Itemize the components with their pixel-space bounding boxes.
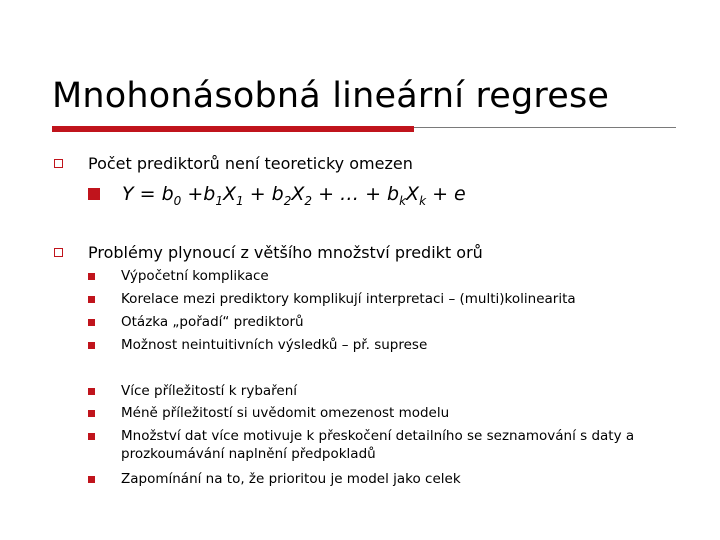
hollow-square-bullet-icon — [54, 248, 63, 257]
bullet-text-prediktory: Počet prediktorů není teoreticky omezen — [88, 154, 413, 173]
filled-square-bullet-icon — [88, 388, 95, 395]
list-item: Množství dat více motivuje k přeskočení detailního se seznamování s daty a — [121, 428, 635, 444]
regression-formula: $Y = b_0 +b_1X_1 + b_2X_2$ + … + $b_kX_k + e$ — [122, 183, 466, 208]
list-item: Více příležitostí k rybaření — [121, 383, 298, 399]
filled-square-bullet-icon — [88, 273, 95, 280]
list-item: Možnost neintuitivních výsledků – př. suprese — [121, 337, 428, 353]
filled-square-bullet-icon — [88, 188, 100, 200]
filled-square-bullet-icon — [88, 476, 95, 483]
title-underline-accent — [52, 126, 414, 132]
list-item: Zapomínání na to, že prioritou je model jako celek — [121, 471, 461, 487]
list-item: Otázka „pořadí“ prediktorů — [121, 314, 304, 330]
list-item: Výpočetní komplikace — [121, 268, 269, 284]
filled-square-bullet-icon — [88, 433, 95, 440]
list-item: Korelace mezi prediktory komplikují interpretaci – (multi)kolinearita — [121, 291, 576, 307]
filled-square-bullet-icon — [88, 342, 95, 349]
filled-square-bullet-icon — [88, 410, 95, 417]
bullet-text-problemy: Problémy plynoucí z většího množství predikt orů — [88, 243, 483, 262]
slide-title: Mnohonásobná lineární regrese — [52, 76, 610, 116]
title-underline-rule — [414, 127, 676, 128]
list-item: Méně příležitostí si uvědomit omezenost modelu — [121, 405, 450, 421]
hollow-square-bullet-icon — [54, 159, 63, 168]
filled-square-bullet-icon — [88, 296, 95, 303]
list-item-continuation: prozkoumávání naplnění předpokladů — [121, 446, 376, 462]
filled-square-bullet-icon — [88, 319, 95, 326]
